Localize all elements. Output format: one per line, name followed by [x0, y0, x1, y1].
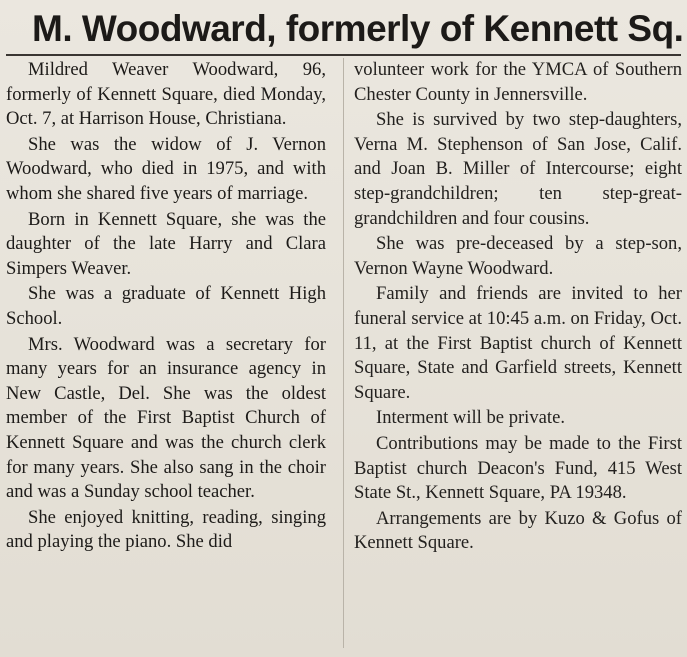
headline-rule — [6, 54, 681, 56]
paragraph: She enjoyed knitting, reading, singing and playing the piano. She did — [6, 506, 326, 553]
paragraph: She was the widow of J. Vernon Woodward, who died in 1975, and with whom she shared five years of marriage. — [6, 133, 326, 204]
column-divider — [343, 58, 344, 648]
paragraph: She is survived by two step-daughters, Verna M. Stephenson of San Jose, Calif. and Joan B. Miller of Intercourse; eight step-grandchildren; ten step-great-grandchildren and four cousins. — [354, 109, 682, 229]
article-body — [6, 58, 684, 657]
paragraph: Mrs. Woodward was a secretary for many years for an insurance agency in New Castle, Del. She was the oldest member of the First Baptist Church of Kennett Square and was the church clerk for many years. She also sang in the choir and was a Sunday school teacher. — [6, 333, 326, 503]
paragraph: Family and friends are invited to her funeral service at 10:45 a.m. on Friday, Oct. 11, at the First Baptist church of Kennett Square, State and Garfield streets, Kennett Square. — [354, 283, 682, 403]
left-column — [6, 58, 326, 556]
paragraph: Contributions may be made to the First Baptist church Deacon's Fund, 415 West State St., Kennett Square, PA 19348. — [354, 432, 682, 504]
paragraph: Interment will be private. — [376, 407, 565, 429]
paragraph: volunteer work for the YMCA of Southern Chester County in Jennersville. — [354, 59, 682, 105]
paragraph: Mildred Weaver Woodward, 96, formerly of Kennett Square, died Monday, Oct. 7, at Harrison House, Christiana. — [6, 59, 326, 130]
right-column — [354, 58, 682, 557]
paragraph: She was a graduate of Kennett High School. — [6, 283, 326, 329]
headline: M. Woodward, formerly of Kennett Sq. — [32, 8, 684, 49]
paragraph: Arrangements are by Kuzo & Gofus of Kennett Square. — [354, 507, 682, 554]
paragraph: She was pre-deceased by a step-son, Vernon Wayne Woodward. — [354, 233, 682, 279]
paragraph: Born in Kennett Square, she was the daughter of the late Harry and Clara Simpers Weaver. — [6, 208, 326, 279]
